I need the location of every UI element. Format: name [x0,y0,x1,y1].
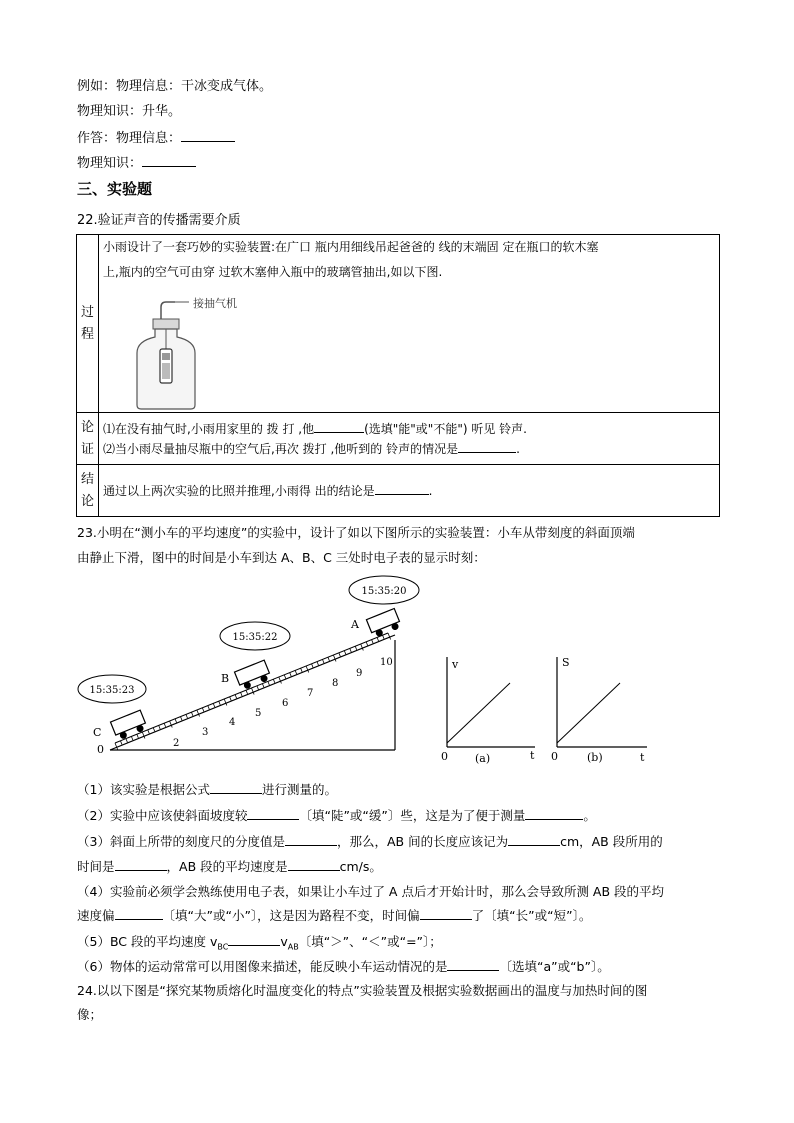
answer-blank[interactable] [115,906,163,920]
ruler-tick [202,708,203,712]
bottle-apparatus-figure [119,297,299,412]
ruler-tick [257,686,258,690]
answer-blank[interactable] [210,780,262,794]
graph-b-line [557,683,620,743]
q24-line-1: 24.以以下图是“探究某物质熔化时温度变化的特点”实验装置及根据实验数据画出的温度与加热时间的图 [77,983,648,998]
answer-blank[interactable] [458,439,516,453]
experiment-table [76,234,720,517]
point-label-C: C [93,726,102,739]
ruler-tick [312,664,313,668]
graph-b-caption: (b) [587,751,603,764]
ruler-tick [120,741,121,745]
phone-screen [162,353,170,360]
pump-label: 接抽气机 [193,297,237,310]
section-title: 三、实验题 [77,180,153,198]
answer-blank[interactable] [181,128,235,142]
q23-item-2: （2）实验中应该使斜面坡度较 〔填“陡”或“缓”〕些，这是为了便于测量 。 [77,808,596,823]
ruler-tick [241,692,242,696]
ruler-tick [284,675,285,679]
ruler-tick [317,662,318,666]
ruler-tick [191,712,192,716]
answer-blank[interactable] [525,806,583,820]
ruler-tick [290,673,291,677]
argument-cell [99,413,720,465]
row-key-conclusion: 结论 [77,465,99,517]
process-cell [99,235,720,413]
ruler-tick [219,701,220,705]
conclusion-line: 通过以上两次实验的比照并推理,小雨得 出的结论是 . [103,481,715,501]
ruler-tick [208,706,209,710]
intro-line-3: 作答：物理信息： [77,128,235,148]
ruler-tick [186,714,187,718]
ruler-tick [175,719,176,723]
ruler-tick [383,635,384,639]
answer-blank[interactable] [228,932,280,946]
scale-label: 4 [229,717,236,728]
process-text-b: 上,瓶内的空气可由穿 过软木塞伸入瓶中的玻璃管抽出,如以下图. [103,265,443,279]
q23-item-6: （6）物体的运动常常可以用图像来描述，能反映小车运动情况的是 〔选填“a”或“b”〕。 [77,959,610,974]
q23-item-4: （4）实验前必须学会熟练使用电子表，如果让小车过了 A 点后才开始计时，那么会导致所测 AB 段的平均 [77,884,665,899]
q23-intro-1: 23.小明在“测小车的平均速度”的实验中，设计了如以下图所示的实验装置：小车从带刻度的斜面顶端 [77,525,635,540]
ruler-tick [339,653,340,657]
ruler-tick [344,651,345,655]
ruler-tick [126,739,127,743]
answer-blank[interactable] [375,481,429,495]
graph-a-caption: (a) [475,752,491,765]
cork-stopper [153,319,179,329]
answer-blank[interactable] [288,857,340,871]
point-label-B: B [221,672,230,685]
origin-label: 0 [97,743,104,756]
answer-blank[interactable] [314,419,364,433]
graph-b [551,656,647,764]
answer-blank[interactable] [247,806,299,820]
q23-item-4-cont: 速度偏 〔填“大”或“小”〕，这是因为路程不变，时间偏 了〔填“长”或“短”〕。 [77,908,592,923]
ruler-tick [388,633,391,639]
ruler-tick [361,644,364,650]
scale-label: 2 [173,738,180,749]
q23-item-5: （5）BC 段的平均速度 $v_{BC}$ $v_{AB}$〔填“＞”、“＜”或“=”〕； [77,934,442,952]
answer-blank[interactable] [420,906,472,920]
answer-blank[interactable] [142,153,196,167]
q23-item-3-cont: 时间是 ，AB 段的平均速度是 cm/s。 [77,859,382,874]
graph-b-xlabel: t [640,751,645,764]
ruler-tick [213,703,214,707]
graph-a-line [447,683,510,743]
answer-blank[interactable] [115,857,167,871]
q24-line-2: 像； [77,1007,103,1022]
graph-b-origin: 0 [551,750,558,763]
ruler-tick [235,695,236,699]
ruler-tick [328,657,329,661]
answer-blank[interactable] [447,957,499,971]
graph-a-xlabel: t [530,749,535,762]
ruler-tick [301,668,302,672]
ruler-tick [170,721,173,727]
incline-surface [110,635,395,750]
row-key-argument: 论证 [77,413,99,465]
scale-label: 7 [307,688,314,699]
clock-B-time: 15:35:22 [232,632,278,643]
graph-b-ylabel: S [562,656,570,669]
scale-label: 5 [255,708,262,719]
ruler-tick [115,743,118,749]
ruler-tick [181,717,182,721]
ruler-tick [159,725,160,729]
ruler-tick [350,648,351,652]
ruler-tick [279,677,282,683]
ruler-tick [333,655,336,661]
scale-label: 9 [356,668,363,679]
ruler-tick [153,728,154,732]
process-text-a: 小雨设计了一套巧妙的实验装置:在广口 瓶内用细线吊起爸爸的 线的末端固 定在瓶口的软木塞 [103,240,599,254]
scale-label: 10 [380,657,393,668]
clock-A-time: 15:35:20 [361,586,407,597]
ruler-tick [355,646,356,650]
ruler-tick [131,736,132,740]
scale-label: 6 [282,698,289,709]
graph-a [441,657,535,765]
q22-title: 22.验证声音的传播需要介质 [77,213,241,228]
ruler-tick [246,690,247,694]
graph-a-origin: 0 [441,750,448,763]
ruler-tick [230,697,231,701]
ruler-tick [366,642,367,646]
point-label-A: A [351,618,359,631]
ruler-tick [273,679,274,683]
ruler-tick [306,666,309,672]
ruler-tick [377,637,378,641]
intro-line-2: 物理知识：升华。 [77,104,182,119]
incline-experiment-figure [60,575,780,775]
ruler-tick [262,684,263,688]
ruler-tick [148,730,149,734]
q23-intro-2: 由静止下滑，图中的时间是小车到达 A、B、C 三处时电子表的显示时刻： [77,550,486,565]
ruler-tick [252,688,255,694]
ruler-tick [197,710,200,716]
intro-line-1: 例如：物理信息：干冰变成气体。 [77,79,273,94]
scale-label: 8 [332,678,339,689]
conclusion-cell [99,465,720,517]
phone-keypad [162,363,170,379]
ruler-tick [372,640,373,644]
ruler-tick [224,699,227,705]
clock-C-time: 15:35:23 [89,685,135,696]
ruler-tick [322,659,323,663]
answer-blank[interactable] [508,832,560,846]
intro-line-4: 物理知识： [77,153,196,173]
q23-item-1: （1）该实验是根据公式 进行测量的。 [77,782,337,797]
q23-item-3: （3）斜面上所带的刻度尺的分度值是 ，那么，AB 间的长度应该记为 cm，AB 段所用的 [77,834,663,849]
scale-label: 3 [202,727,209,738]
row-key-process: 过程 [77,235,99,413]
argument-line-1: ⑴在没有抽气时,小雨用家里的 拨 打 ,他 (选填"能"或"不能") 听见 铃声. [103,419,715,439]
ruler-tick [164,723,165,727]
argument-line-2: ⑵当小雨尽量抽尽瓶中的空气后,再次 拨打 ,他听到的 铃声的情况是 . [103,439,715,459]
graph-a-ylabel: v [452,658,459,671]
ruler-tick [142,732,145,738]
ruler-tick [295,670,296,674]
ruler-tick [137,734,138,738]
ruler-tick [268,681,269,685]
answer-blank[interactable] [285,832,337,846]
